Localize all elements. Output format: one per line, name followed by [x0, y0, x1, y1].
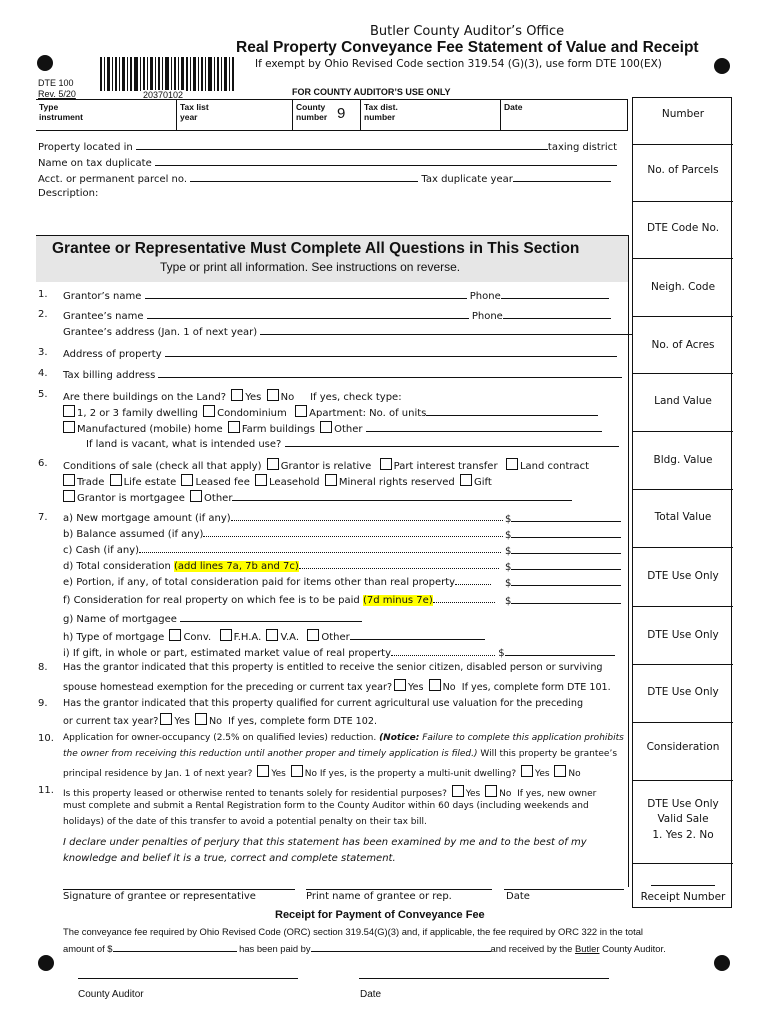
family-dwelling-label: 1, 2 or 3 family dwelling	[77, 408, 198, 419]
owner-occupancy-label: Application for owner-occupancy (2.5% on qualified levies) reduction.	[63, 733, 380, 743]
q6-row1	[63, 458, 589, 472]
grantor-mortgagee-checkbox[interactable]	[63, 490, 75, 502]
apartment-units-field[interactable]	[426, 406, 598, 416]
q4-number: 4.	[38, 368, 48, 379]
multi-unit-no-label: No	[568, 769, 581, 779]
grantor-phone-field[interactable]	[501, 289, 609, 299]
agricultural-question: or current tax year?	[63, 716, 159, 727]
vacant-use-field[interactable]	[285, 437, 619, 447]
buildings-no-checkbox[interactable]	[267, 389, 279, 401]
rental-yes-checkbox[interactable]	[452, 785, 464, 797]
total-consideration-field[interactable]	[511, 560, 621, 570]
building-other-label: Other	[334, 424, 363, 435]
new-mortgage-label: a) New mortgage amount (if any)	[63, 513, 231, 524]
right-separator	[633, 606, 733, 607]
q10-number: 10.	[38, 733, 54, 744]
grantor-phone-label: Phone	[469, 291, 501, 302]
grantee-name-label: Grantee’s name	[63, 311, 144, 322]
q2-row	[63, 309, 611, 322]
leader-dots	[455, 576, 491, 585]
right-valid-l2: Valid Sale	[657, 813, 709, 825]
q11-line1	[63, 785, 596, 799]
homestead-form-note: If yes, complete form DTE 101.	[461, 682, 611, 693]
right-separator	[633, 489, 733, 490]
q4-row	[63, 368, 622, 381]
residence-yes-checkbox[interactable]	[257, 765, 269, 777]
county-auditor-tail: County Auditor.	[602, 943, 666, 954]
grantor-relative-label: Grantor is relative	[280, 461, 372, 472]
buildings-no-label: No	[280, 392, 295, 403]
q8-number: 8.	[38, 662, 48, 673]
check-type-label: If yes, check type:	[310, 392, 402, 403]
agricultural-yes-label: Yes	[174, 716, 190, 727]
q7a-amount	[505, 512, 621, 525]
q11-line3: holidays) of the date of this transfer to avoid a potential penalty on their tax bill.	[63, 817, 427, 827]
grantee-phone-label: Phone	[471, 311, 503, 322]
receipt-heading: Receipt for Payment of Conveyance Fee	[275, 909, 485, 921]
q11-number: 11.	[38, 785, 54, 796]
tax-list-year-cell[interactable]	[176, 100, 292, 130]
fha-label: F.H.A.	[233, 632, 262, 643]
tax-billing-label: Tax billing address	[63, 370, 156, 381]
right-separator	[633, 547, 733, 548]
mineral-rights-label: Mineral rights reserved	[338, 477, 455, 488]
dollar-sign: $	[505, 530, 512, 541]
property-address-label: Address of property	[63, 349, 162, 360]
manufactured-home-label: Manufactured (mobile) home	[77, 424, 223, 435]
grantor-name-label: Grantor’s name	[63, 291, 142, 302]
trade-label: Trade	[77, 477, 105, 488]
receipt-line2	[63, 942, 666, 954]
barcode-number: 20370102	[143, 90, 184, 100]
conv-label: Conv.	[183, 632, 212, 643]
dollar-sign: $	[505, 562, 512, 573]
condition-other-checkbox[interactable]	[190, 490, 202, 502]
va-label: V.A.	[280, 632, 300, 643]
rental-question: Is this property leased or otherwise rented to tenants solely for residential purposes?	[63, 789, 447, 799]
right-land-value: Land Value	[654, 395, 712, 407]
county-number-label: County number	[296, 102, 328, 122]
grantor-relative-checkbox[interactable]	[267, 458, 279, 470]
mortgage-type-label: h) Type of mortgage	[63, 632, 165, 643]
leader-dots	[203, 528, 503, 537]
receipt-date-label: Date	[360, 989, 382, 1000]
q7-number: 7.	[38, 512, 48, 523]
portion-other-label: e) Portion, if any, of total consideration paid for items other than real property	[63, 577, 456, 588]
leased-fee-checkbox[interactable]	[181, 474, 193, 486]
right-valid-l3: 1. Yes 2. No	[652, 829, 714, 841]
paid-by-field[interactable]	[311, 942, 491, 952]
homestead-no-checkbox[interactable]	[429, 679, 441, 691]
receipt-line1: The conveyance fee required by Ohio Revised Code (ORC) section 319.54(G)(3) and, if applicable, the fee required by ORC 322 in the total	[63, 926, 644, 937]
land-contract-label: Land contract	[519, 461, 590, 472]
q5-types-row1	[63, 405, 598, 419]
registration-dot-bottom-left	[38, 955, 54, 971]
farm-buildings-label: Farm buildings	[241, 424, 315, 435]
q5-types-row2	[63, 421, 602, 435]
va-checkbox[interactable]	[266, 629, 278, 641]
apartment-label: Apartment: No. of units	[309, 408, 427, 419]
q5-row	[63, 389, 402, 403]
q6-row2	[63, 474, 492, 488]
signature-label: Signature of grantee or representative	[63, 891, 256, 902]
right-acres: No. of Acres	[651, 339, 715, 351]
tax-list-year-label: Tax list year	[180, 102, 209, 122]
notice-text: Failure to complete this application prohibits	[419, 733, 624, 743]
acct-parcel-label: Acct. or permanent parcel no.	[38, 174, 188, 185]
right-separator	[633, 863, 733, 864]
q7e-row	[63, 576, 491, 588]
q5-number: 5.	[38, 389, 48, 400]
dollar-sign: $	[505, 596, 512, 607]
total-consideration-label: d) Total consideration	[63, 561, 174, 572]
agricultural-no-label: No	[208, 716, 222, 727]
farm-buildings-checkbox[interactable]	[228, 421, 240, 433]
principal-residence-question-cont: principal residence by Jan. 1 of next year?	[63, 769, 253, 779]
q10-line3	[63, 765, 581, 779]
acct-parcel-field[interactable]	[190, 172, 418, 182]
grantee-phone-field[interactable]	[503, 309, 611, 319]
leasehold-label: Leasehold	[269, 477, 320, 488]
dollar-sign: $	[505, 514, 512, 525]
type-instrument-cell[interactable]	[36, 100, 176, 130]
leased-fee-label: Leased fee	[195, 477, 250, 488]
grantee-address-field[interactable]	[260, 325, 632, 335]
right-number: Number	[661, 108, 705, 120]
building-other-field[interactable]	[366, 422, 602, 432]
received-by-label: and received by the	[490, 943, 573, 954]
grantor-name-field[interactable]	[145, 289, 467, 299]
county-name: Butler	[574, 943, 600, 954]
leasehold-checkbox[interactable]	[255, 474, 267, 486]
dollar-sign: $	[505, 546, 512, 557]
homestead-no-label: No	[442, 682, 456, 693]
condominium-label: Condominium	[217, 408, 287, 419]
q7f-row	[63, 594, 495, 606]
family-dwelling-checkbox[interactable]	[63, 405, 75, 417]
portion-other-field[interactable]	[511, 576, 621, 586]
mineral-rights-checkbox[interactable]	[325, 474, 337, 486]
property-address-field[interactable]	[165, 347, 617, 357]
form-id: DTE 100	[38, 78, 74, 88]
gift-value-field[interactable]	[505, 646, 615, 656]
right-total-value: Total Value	[654, 511, 712, 523]
notice-label: (Notice:	[379, 733, 420, 743]
balance-assumed-field[interactable]	[511, 528, 621, 538]
q7e-amount	[505, 576, 621, 589]
county-number-value: 9	[337, 105, 346, 122]
q7c-row	[63, 544, 501, 556]
q7a-row	[63, 512, 503, 524]
q9-line2	[63, 713, 377, 727]
q11-line2: must complete and submit a Rental Registration form to the County Auditor within 60 days (including weekends and	[63, 801, 589, 811]
leader-dots	[299, 560, 499, 569]
office-name: Butler County Auditor’s Office	[370, 24, 565, 39]
q3-number: 3.	[38, 347, 48, 358]
date-label: Date	[504, 102, 523, 112]
q9-line1: Has the grantor indicated that this property qualified for current agricultural use valuation for the preceding	[63, 698, 584, 709]
name-on-duplicate-field[interactable]	[155, 156, 617, 166]
mortgagee-name-field[interactable]	[180, 612, 362, 622]
buildings-question: Are there buildings on the Land?	[63, 392, 227, 403]
auditor-right-column	[632, 97, 732, 908]
registration-dot-bottom-right	[714, 955, 730, 971]
print-name-label: Print name of grantee or rep.	[306, 891, 452, 902]
q1-row	[63, 289, 609, 302]
property-location-row	[38, 140, 617, 153]
q7b-amount	[505, 528, 621, 541]
q2-number: 2.	[38, 309, 48, 320]
grantee-section-header	[36, 235, 628, 282]
consideration-real-formula: (7d minus 7e)	[362, 595, 433, 606]
grantor-mortgagee-label: Grantor is mortgagee	[77, 493, 185, 504]
form-title: Real Property Conveyance Fee Statement of Value and Receipt	[236, 39, 699, 56]
agricultural-yes-checkbox[interactable]	[160, 713, 172, 725]
homestead-yes-checkbox[interactable]	[394, 679, 406, 691]
perjury-line2: knowledge and belief it is a true, correct and complete statement.	[63, 853, 396, 864]
apartment-checkbox[interactable]	[295, 405, 307, 417]
multi-unit-question: If yes, is the property a multi-unit dwelling?	[319, 769, 517, 779]
signature-date-label: Date	[506, 891, 530, 902]
mortgage-other-label: Other	[321, 632, 350, 643]
rental-yes-label: Yes	[465, 789, 481, 799]
q6-number: 6.	[38, 458, 48, 469]
taxing-district-label: taxing district	[547, 142, 618, 153]
q8-line2	[63, 679, 611, 693]
gift-value-label: i) If gift, in whole or part, estimated market value of real property	[63, 648, 392, 659]
registration-dot-top-right	[714, 58, 730, 74]
notice-text-cont: the owner from receiving this reduction until another proper and timely application is filed.)	[63, 749, 478, 759]
grantee-name-field[interactable]	[147, 309, 469, 319]
dollar-sign: $	[505, 578, 512, 589]
cash-label: c) Cash (if any)	[63, 545, 140, 556]
rental-no-checkbox[interactable]	[485, 785, 497, 797]
type-instrument-label: Type instrument	[39, 102, 83, 122]
part-interest-checkbox[interactable]	[380, 458, 392, 470]
agricultural-form-note: If yes, complete form DTE 102.	[228, 716, 378, 727]
right-parcels: No. of Parcels	[647, 164, 719, 176]
q7h-row	[63, 629, 485, 643]
right-separator	[633, 664, 733, 665]
principal-residence-question: Will this property be grantee’s	[477, 749, 618, 759]
q7d-amount	[505, 560, 621, 573]
section-subheading: Type or print all information. See instructions on reverse.	[160, 260, 461, 274]
dollar-sign: $	[498, 648, 505, 659]
q8-line1: Has the grantor indicated that this property is entitled to receive the senior citizen, disabled person or surviving	[63, 662, 603, 673]
q6-row3	[63, 490, 572, 504]
multi-unit-no-checkbox[interactable]	[554, 765, 566, 777]
tax-duplicate-year-field[interactable]	[513, 172, 611, 182]
name-on-duplicate-row	[38, 156, 617, 169]
conv-checkbox[interactable]	[169, 629, 181, 641]
buildings-yes-checkbox[interactable]	[231, 389, 243, 401]
barcode	[100, 57, 235, 91]
leader-dots	[231, 512, 503, 521]
right-bldg-value: Bldg. Value	[653, 454, 713, 466]
mortgage-other-checkbox[interactable]	[307, 629, 319, 641]
land-contract-checkbox[interactable]	[506, 458, 518, 470]
q7i-row	[63, 646, 615, 659]
perjury-line1: I declare under penalties of perjury that this statement has been examined by me and to the best of my	[63, 837, 587, 848]
section-heading: Grantee or Representative Must Complete All Questions in This Section	[52, 240, 580, 257]
residence-no-checkbox[interactable]	[291, 765, 303, 777]
right-separator	[633, 258, 733, 259]
residence-no-label: No	[304, 769, 317, 779]
tax-billing-field[interactable]	[158, 368, 622, 378]
q10-line1	[63, 733, 624, 743]
q10-line2	[63, 749, 617, 759]
manufactured-home-checkbox[interactable]	[63, 421, 75, 433]
right-dte-code: DTE Code No.	[646, 222, 720, 234]
new-mortgage-field[interactable]	[511, 512, 621, 522]
balance-assumed-label: b) Balance assumed (if any)	[63, 529, 204, 540]
q7c-amount	[505, 544, 621, 557]
consideration-real-field[interactable]	[511, 594, 621, 604]
right-dte-use-2: DTE Use Only	[647, 629, 719, 641]
right-separator	[633, 722, 733, 723]
exempt-note: If exempt by Ohio Revised Code section 319.54 (G)(3), use form DTE 100(EX)	[255, 58, 662, 70]
description-label: Description:	[38, 188, 99, 199]
tax-dist-number-label: Tax dist. number	[364, 102, 398, 122]
buildings-yes-label: Yes	[245, 392, 262, 403]
property-located-label: Property located in	[38, 142, 133, 153]
multi-unit-yes-checkbox[interactable]	[521, 765, 533, 777]
building-other-checkbox[interactable]	[320, 421, 332, 433]
receipt-number-line[interactable]	[651, 885, 715, 886]
q9-number: 9.	[38, 698, 48, 709]
registration-dot-top-left	[37, 55, 53, 71]
tax-dist-number-cell[interactable]	[360, 100, 500, 130]
q3-row	[63, 347, 617, 360]
county-auditor-signature-line[interactable]	[78, 978, 298, 979]
homestead-question: spouse homestead exemption for the preceding or current tax year?	[63, 682, 393, 693]
print-name-line[interactable]	[306, 889, 492, 890]
right-separator	[633, 373, 733, 374]
leader-dots	[139, 544, 501, 553]
leader-dots	[433, 594, 495, 603]
right-consideration: Consideration	[646, 741, 720, 753]
residence-yes-label: Yes	[271, 769, 286, 779]
life-estate-checkbox[interactable]	[110, 474, 122, 486]
receipt-date-line[interactable]	[359, 978, 609, 979]
life-estate-label: Life estate	[123, 477, 177, 488]
fha-checkbox[interactable]	[220, 629, 232, 641]
vacant-use-label: If land is vacant, what is intended use?	[86, 439, 282, 450]
amount-label: amount of $	[63, 943, 113, 954]
q2-address-row	[63, 325, 632, 338]
q5-vacant-row	[86, 437, 619, 450]
right-valid-l1: DTE Use Only	[647, 798, 719, 810]
right-dte-use-1: DTE Use Only	[647, 570, 719, 582]
mortgagee-name-label: g) Name of mortgagee	[63, 614, 177, 625]
amount-field[interactable]	[113, 942, 237, 952]
q7b-row	[63, 528, 503, 540]
auditor-use-table	[36, 99, 628, 131]
right-separator	[633, 201, 733, 202]
q7f-amount	[505, 594, 621, 607]
county-auditor-label: County Auditor	[78, 989, 144, 1000]
rental-no-label: No	[499, 789, 512, 799]
right-separator	[633, 316, 733, 317]
part-interest-label: Part interest transfer	[393, 461, 498, 472]
rental-note: If yes, new owner	[517, 789, 597, 799]
property-located-field[interactable]	[136, 140, 548, 150]
leader-dots	[391, 647, 495, 656]
total-consideration-formula: (add lines 7a, 7b and 7c)	[173, 561, 299, 572]
multi-unit-yes-label: Yes	[535, 769, 550, 779]
condition-other-label: Other	[204, 493, 233, 504]
right-separator	[633, 431, 733, 432]
signature-date-line[interactable]	[504, 889, 624, 890]
consideration-real-label: f) Consideration for real property on which fee is to be paid	[63, 595, 363, 606]
condominium-checkbox[interactable]	[203, 405, 215, 417]
conditions-label: Conditions of sale (check all that apply)	[63, 461, 262, 472]
right-separator	[633, 144, 733, 145]
gift-checkbox[interactable]	[460, 474, 472, 486]
form-revision: Rev. 5/20	[38, 89, 76, 99]
date-cell[interactable]	[500, 100, 628, 130]
tax-duplicate-year-label: Tax duplicate year	[421, 174, 513, 185]
county-number-cell[interactable]	[292, 100, 360, 130]
grantee-address-label: Grantee’s address (Jan. 1 of next year)	[63, 327, 258, 338]
condition-other-field[interactable]	[232, 491, 572, 501]
right-neigh-code: Neigh. Code	[650, 281, 716, 293]
q1-number: 1.	[38, 289, 48, 300]
gift-label: Gift	[473, 477, 492, 488]
right-receipt-number: Receipt Number	[640, 891, 726, 903]
right-separator	[633, 780, 733, 781]
parcel-row	[38, 172, 611, 185]
signature-line[interactable]	[63, 889, 295, 890]
q7d-row	[63, 560, 499, 572]
trade-checkbox[interactable]	[63, 474, 75, 486]
right-dte-use-3: DTE Use Only	[647, 686, 719, 698]
paid-by-label: has been paid by	[239, 943, 311, 954]
auditor-use-label: FOR COUNTY AUDITOR’S USE ONLY	[292, 87, 451, 97]
q7g-row	[63, 612, 362, 625]
name-on-duplicate-label: Name on tax duplicate	[38, 158, 152, 169]
agricultural-no-checkbox[interactable]	[195, 713, 207, 725]
cash-field[interactable]	[511, 544, 621, 554]
mortgage-other-field[interactable]	[350, 630, 485, 640]
homestead-yes-label: Yes	[408, 682, 424, 693]
